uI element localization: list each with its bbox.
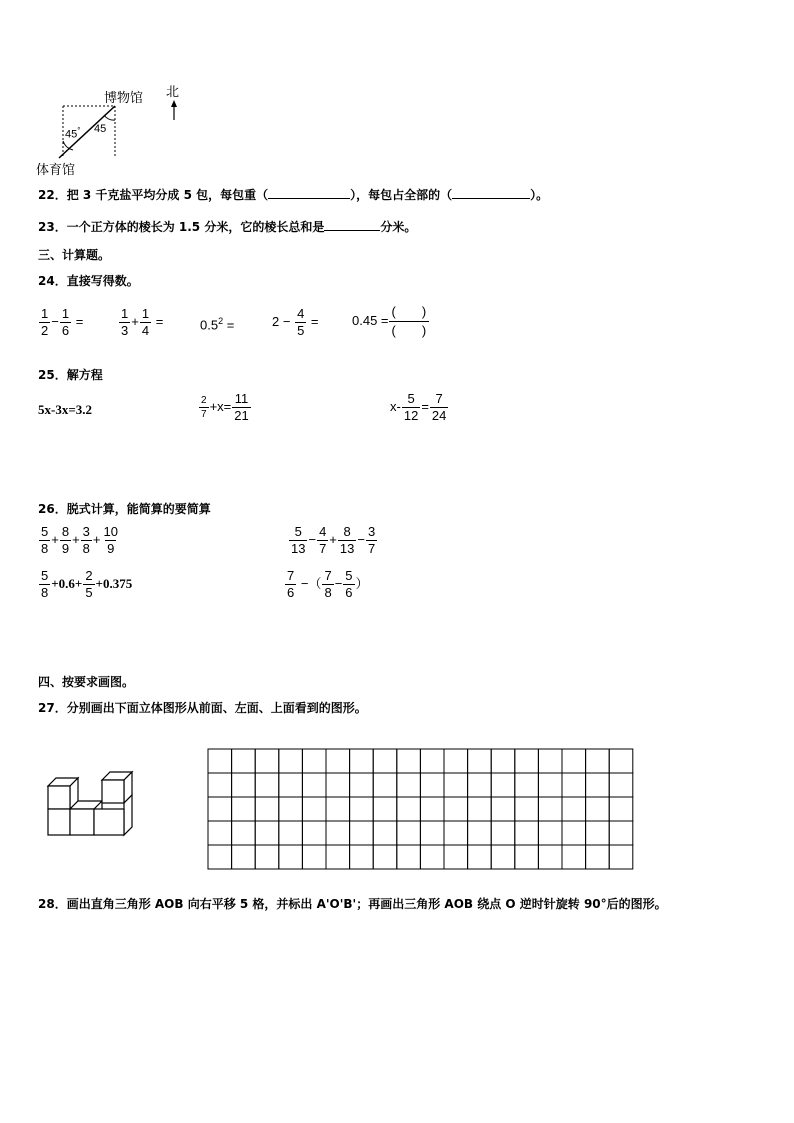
grid-cell[interactable]: [562, 845, 586, 869]
question-24-title: 24．直接写得数。: [38, 274, 139, 288]
grid-cell[interactable]: [538, 821, 562, 845]
grid-cell[interactable]: [232, 845, 256, 869]
grid-cell[interactable]: [326, 797, 350, 821]
q24-expression-5: 0.45 = $\frac{( )}{( )}$: [352, 303, 429, 340]
gym-label: 体育馆: [36, 163, 76, 178]
grid-cell[interactable]: [279, 773, 303, 797]
grid-cell[interactable]: [586, 845, 610, 869]
grid-cell[interactable]: [609, 845, 633, 869]
question-27-title: 27．分别画出下面立体图形从前面、左面、上面看到的图形。: [38, 701, 367, 715]
grid-cell[interactable]: [208, 797, 232, 821]
grid-cell[interactable]: [468, 821, 492, 845]
grid-cell[interactable]: [397, 845, 421, 869]
angle-right-label: 45: [94, 123, 107, 135]
grid-cell[interactable]: [586, 773, 610, 797]
grid-cell[interactable]: [302, 773, 326, 797]
drawing-grid[interactable]: [207, 748, 635, 876]
grid-cell[interactable]: [232, 773, 256, 797]
grid-cell[interactable]: [350, 773, 374, 797]
grid-cell[interactable]: [515, 749, 539, 773]
grid-cell[interactable]: [302, 749, 326, 773]
grid-cell[interactable]: [255, 773, 279, 797]
grid-cell[interactable]: [420, 821, 444, 845]
grid-cell[interactable]: [350, 845, 374, 869]
section-4-heading: 四、按要求画图。: [38, 675, 135, 689]
grid-cell[interactable]: [444, 773, 468, 797]
q25-equation-1: 5x-3x=3.2: [38, 402, 92, 417]
grid-cell[interactable]: [515, 821, 539, 845]
direction-diagram: [28, 78, 188, 178]
grid-cell[interactable]: [350, 821, 374, 845]
grid-cell[interactable]: [326, 773, 350, 797]
grid-cell[interactable]: [279, 749, 303, 773]
grid-cell[interactable]: [609, 821, 633, 845]
q24-expression-4: 2 − $\frac{4}{5}$ =: [272, 306, 319, 338]
grid-cell[interactable]: [444, 821, 468, 845]
grid-cell[interactable]: [468, 773, 492, 797]
grid-cell[interactable]: [397, 773, 421, 797]
answer-blank-22b[interactable]: [452, 186, 530, 199]
grid-cell[interactable]: [468, 749, 492, 773]
grid-cell[interactable]: [208, 773, 232, 797]
q26-expression-1: $\frac{5}{8}$ + $\frac{8}{9}$ + $\frac{3}{8}$ + $\frac{10}{9}$: [41, 524, 118, 556]
grid-cell[interactable]: [468, 797, 492, 821]
grid-cell[interactable]: [279, 845, 303, 869]
grid-cell[interactable]: [326, 821, 350, 845]
grid-cell[interactable]: [255, 797, 279, 821]
grid-cell[interactable]: [279, 821, 303, 845]
grid-cell[interactable]: [444, 845, 468, 869]
drawing-grid-svg[interactable]: [207, 748, 635, 872]
grid-cell[interactable]: [420, 749, 444, 773]
q25-equation-3: x- $\frac{5}{12}$ = $\frac{7}{24}$: [390, 391, 447, 423]
grid-cell[interactable]: [515, 797, 539, 821]
grid-cell[interactable]: [538, 797, 562, 821]
question-28-title: 28．画出直角三角形 AOB 向右平移 5 格，并标出 A'O'B'；再画出三角形 AOB 绕点 O 逆时针旋转 90°后的图形。: [38, 897, 667, 911]
grid-cell[interactable]: [350, 797, 374, 821]
grid-cell[interactable]: [373, 797, 397, 821]
grid-cell[interactable]: [609, 773, 633, 797]
grid-cell[interactable]: [515, 773, 539, 797]
grid-cell[interactable]: [302, 821, 326, 845]
grid-cell[interactable]: [232, 749, 256, 773]
question-22: 22．把 3 千克盐平均分成 5 包，每包重（ ），每包占全部的（ ）。: [38, 188, 549, 202]
grid-cell[interactable]: [208, 821, 232, 845]
grid-cell[interactable]: [491, 845, 515, 869]
grid-cell[interactable]: [491, 773, 515, 797]
grid-cell[interactable]: [515, 845, 539, 869]
grid-cell[interactable]: [444, 797, 468, 821]
grid-cell[interactable]: [562, 797, 586, 821]
grid-cell[interactable]: [420, 845, 444, 869]
grid-cell[interactable]: [586, 821, 610, 845]
grid-cell[interactable]: [609, 749, 633, 773]
question-26-title: 26．脱式计算，能简算的要简算: [38, 502, 211, 516]
grid-cell[interactable]: [373, 773, 397, 797]
section-3-heading: 三、计算题。: [38, 248, 111, 262]
grid-cell[interactable]: [538, 749, 562, 773]
q24-expression-3: $0.5^2$ =: [200, 316, 235, 333]
grid-cell[interactable]: [232, 821, 256, 845]
grid-cell[interactable]: [538, 773, 562, 797]
q25-equation-2: $\frac{2}{7}$ +x= $\frac{11}{21}$: [201, 391, 249, 423]
grid-cell[interactable]: [420, 797, 444, 821]
grid-cell[interactable]: [326, 749, 350, 773]
grid-cell[interactable]: [302, 845, 326, 869]
grid-cell[interactable]: [491, 797, 515, 821]
grid-cell[interactable]: [468, 845, 492, 869]
angle-left-label: 45°: [65, 126, 81, 141]
grid-cell[interactable]: [397, 821, 421, 845]
grid-cell[interactable]: [609, 797, 633, 821]
grid-cell[interactable]: [255, 821, 279, 845]
grid-cell[interactable]: [491, 821, 515, 845]
grid-cell[interactable]: [420, 773, 444, 797]
grid-cell[interactable]: [444, 749, 468, 773]
grid-cell[interactable]: [538, 845, 562, 869]
grid-cell[interactable]: [279, 797, 303, 821]
grid-cell[interactable]: [397, 797, 421, 821]
grid-cell[interactable]: [255, 845, 279, 869]
grid-cell[interactable]: [208, 845, 232, 869]
north-label: 北: [166, 85, 180, 100]
answer-blank-23[interactable]: [324, 218, 380, 231]
cube-solid-figure: [42, 768, 142, 848]
grid-cell[interactable]: [562, 821, 586, 845]
grid-cell[interactable]: [586, 797, 610, 821]
grid-cell[interactable]: [373, 845, 397, 869]
q24-expression-2: $\frac{1}{3}$ + $\frac{1}{4}$ =: [121, 306, 164, 338]
grid-cell[interactable]: [208, 749, 232, 773]
question-25-title: 25．解方程: [38, 368, 103, 382]
q26-expression-2: $\frac{5}{13}$ − $\frac{4}{7}$ + $\frac{8}{13}$ − $\frac{3}{7}$: [291, 524, 376, 556]
grid-cell[interactable]: [326, 845, 350, 869]
grid-cell[interactable]: [232, 797, 256, 821]
answer-blank-22a[interactable]: [268, 186, 350, 199]
museum-label: 博物馆: [104, 91, 144, 106]
grid-cell[interactable]: [255, 749, 279, 773]
q24-expression-1: $\frac{1}{2}$ − $\frac{1}{6}$ =: [41, 306, 84, 338]
q26-expression-3: $\frac{5}{8}$ +0.6+ $\frac{2}{5}$ +0.375: [41, 568, 133, 600]
q26-expression-4: $\frac{7}{6}$ −（ $\frac{7}{8}$ − $\frac{5}{6}$ ）: [287, 568, 369, 600]
grid-cell[interactable]: [397, 749, 421, 773]
grid-cell[interactable]: [491, 749, 515, 773]
cube-solid-figure-svg: [42, 768, 142, 844]
grid-cell[interactable]: [302, 797, 326, 821]
grid-cell[interactable]: [586, 749, 610, 773]
grid-cell[interactable]: [562, 773, 586, 797]
grid-cell[interactable]: [373, 749, 397, 773]
question-23: 23．一个正方体的棱长为 1.5 分米，它的棱长总和是 分米。: [38, 220, 417, 234]
grid-cell[interactable]: [373, 821, 397, 845]
grid-cell[interactable]: [562, 749, 586, 773]
grid-cell[interactable]: [350, 749, 374, 773]
